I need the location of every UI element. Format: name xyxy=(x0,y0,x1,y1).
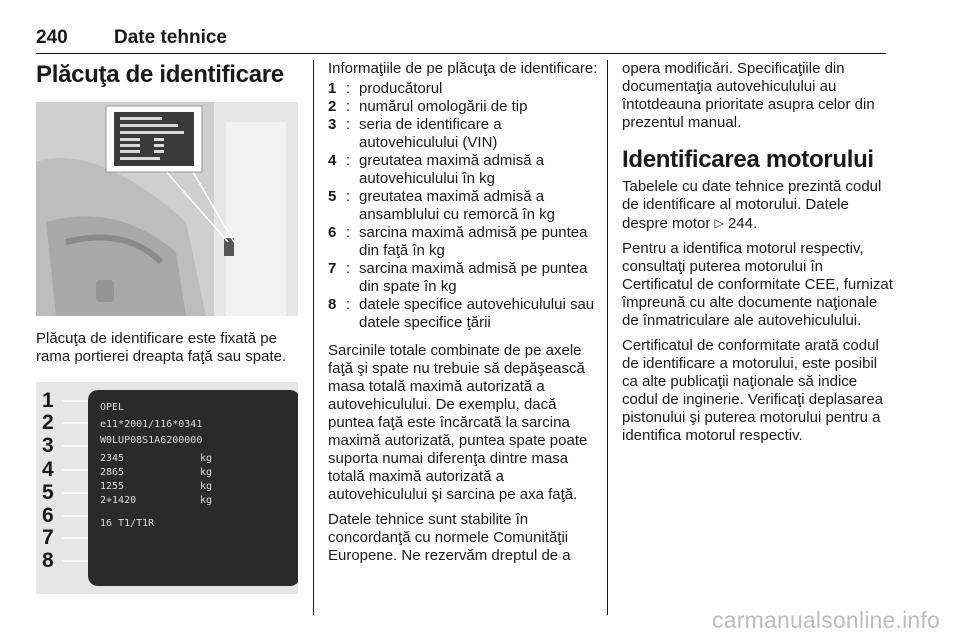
modifications-paragraph: opera modificări. Specificaţiile din documentaţia autovehiculului au întotdeauna prioritate asupra celor din prezentul manual. xyxy=(622,60,875,131)
list-item xyxy=(328,260,600,296)
door-pillar-photo xyxy=(36,102,298,316)
list-item xyxy=(328,224,600,260)
page-reference-link[interactable]: 244. xyxy=(727,215,758,232)
list-item-number: 1 xyxy=(328,80,337,97)
list-item-colon: : xyxy=(346,296,351,313)
list-item-text: sarcina maximă admisă pe puntea din spate în kg xyxy=(359,260,588,295)
list-item xyxy=(328,296,600,332)
plate-kg-4: kg xyxy=(200,495,213,506)
plate-kg-2: kg xyxy=(200,467,213,478)
list-item-number: 3 xyxy=(328,116,337,133)
list-item xyxy=(328,80,600,98)
plate-kg-3: kg xyxy=(200,481,213,492)
section-title-identification-plate: Plăcuţa de identificare xyxy=(36,61,284,88)
list-item-text: seria de identificare a autovehiculului (VIN) xyxy=(359,116,502,151)
plate-kg-1: kg xyxy=(200,453,213,464)
list-item xyxy=(328,98,600,116)
door-pillar-illustration xyxy=(36,102,298,316)
plate-info-intro: Informaţiile de pe plăcuţa de identificare: xyxy=(328,60,598,77)
callout-3: 3 xyxy=(42,434,54,457)
list-item xyxy=(328,152,600,188)
plate-label xyxy=(88,390,298,586)
list-item xyxy=(328,188,600,224)
callout-1: 1 xyxy=(42,389,54,412)
list-item-colon: : xyxy=(346,224,351,241)
callout-5: 5 xyxy=(42,481,54,504)
axle-load-paragraph: Sarcinile totale combinate de pe axele faţă şi spate nu trebuie să depăşească masa totală maximă autorizată a autovehiculului. De exemplu, dacă puntea faţă este încărcată la sarcina maximă autorizată, puntea spate poate suporta numai diferenţa dintre masa totală maximă autorizată a autovehiculului şi sarcina pe axa faţă. xyxy=(328,342,588,503)
plate-line-rear-axle: 2+1420 xyxy=(100,495,137,506)
list-item-text: greutatea maximă admisă a ansamblului cu remorcă în kg xyxy=(359,188,555,223)
callout-2: 2 xyxy=(42,411,54,434)
plate-line-type-approval: e11*2001/116*0341 xyxy=(100,419,203,430)
callout-8: 8 xyxy=(42,549,54,572)
column-right xyxy=(622,60,894,452)
list-item-colon: : xyxy=(346,116,351,133)
list-item-colon: : xyxy=(346,260,351,277)
column-middle xyxy=(328,60,600,572)
list-item-number: 4 xyxy=(328,152,337,169)
plate-line-gross-weight: 2345 xyxy=(100,453,125,464)
plate-line-specific: 16 T1/T1R xyxy=(100,518,155,529)
callout-6: 6 xyxy=(42,504,54,527)
plate-line-train-weight: 2865 xyxy=(100,467,125,478)
list-item-number: 7 xyxy=(328,260,337,277)
list-item-text: greutatea maximă admisă a autovehiculului în kg xyxy=(359,152,545,187)
engine-data-text: Tabelele cu date tehnice prezintă codul de identificare al motorului. Datele despre motor xyxy=(622,178,882,232)
engine-power-paragraph: Pentru a identifica motorul respectiv, consultaţi puterea motorului în Certificatul de conformitate CEE, furnizat împreună cu alte documente naţionale de înmatriculare ale autovehiculului. xyxy=(622,240,893,329)
photo-caption: Plăcuţa de identificare este fixată pe rama portierei dreapta faţă sau spate. xyxy=(36,330,287,365)
column-left xyxy=(36,60,302,594)
list-item-text: numărul omologării de tip xyxy=(359,98,528,115)
list-item-number: 2 xyxy=(328,98,337,115)
plate-line-manufacturer: OPEL xyxy=(100,402,125,413)
list-item-text: datele specifice autovehiculului sau datele specifice ţării xyxy=(359,296,595,331)
column-divider xyxy=(607,60,608,615)
plate-info-list xyxy=(328,80,600,332)
page-header xyxy=(36,20,886,54)
plate-line-front-axle: 1255 xyxy=(100,481,125,492)
list-item-colon: : xyxy=(346,188,351,205)
chapter-title: Date tehnice xyxy=(114,27,227,48)
technical-data-paragraph: Datele tehnice sunt stabilite în concordanţă cu normele Comunităţii Europene. Ne rezervăm dreptul de a xyxy=(328,511,571,564)
page-number: 240 xyxy=(36,27,68,48)
list-item-number: 8 xyxy=(328,296,337,313)
page-reference-icon: ▷ xyxy=(714,216,724,230)
list-item-text: producătorul xyxy=(359,80,443,97)
plate-line-vin: W0LUP08S1A6200000 xyxy=(100,435,203,446)
column-divider xyxy=(313,60,314,615)
list-item-colon: : xyxy=(346,80,351,97)
list-item-colon: : xyxy=(346,152,351,169)
certificate-paragraph: Certificatul de conformitate arată codul de identificare a motorului, este posibil ca alte publicaţii naţionale să indice codul de inginerie. Verificaţi deplasarea pistonului şi puterea motorului pentru a identifica motorul respectiv. xyxy=(622,337,883,444)
list-item xyxy=(328,116,600,152)
list-item-colon: : xyxy=(346,98,351,115)
list-item-number: 6 xyxy=(328,224,337,241)
watermark: carmanualsonline.info xyxy=(712,607,940,633)
list-item-text: sarcina maximă admisă pe puntea din faţă în kg xyxy=(359,224,588,259)
list-item-number: 5 xyxy=(328,188,337,205)
callout-7: 7 xyxy=(42,526,54,549)
callout-4: 4 xyxy=(42,458,54,481)
identification-plate-diagram xyxy=(36,382,298,594)
section-title-engine-identification: Identificarea motorului xyxy=(622,146,874,173)
engine-data-paragraph xyxy=(622,178,894,233)
